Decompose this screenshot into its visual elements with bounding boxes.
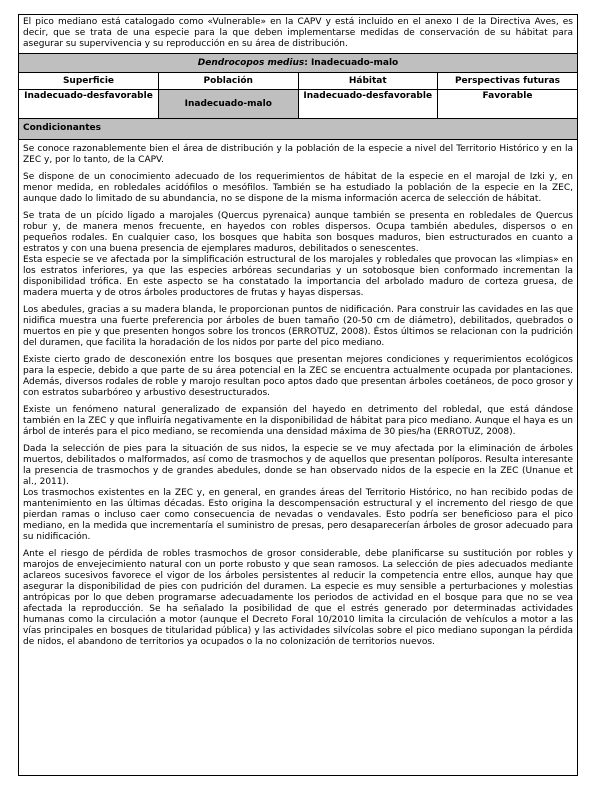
paragraph: Se conoce razonablemente bien el área de distribución y la población de la especie a nivel del Territorio Histórico y en la ZEC y, por lo tanto, de la CAPV. [23, 144, 573, 165]
header-superficie: Superficie [19, 73, 159, 90]
paragraph: Ante el riesgo de pérdida de robles trasmochos de grosor considerable, debe planificarse su sustitución por robles y marojos de envejecimiento natural con un porte robusto y que sean ramosos. La selección de pies adecuados mediante aclareos sucesivos favorece el vigor de los árboles persistentes al reducir la competencia entre ellos, aunque hay que asegurar la disponibilidad de pies con pudrición del duramen. La especie es muy sensible a perturbaciones y molestias antrópicas por lo que deben programarse adecuadamente los periodos de actividad en el bosque para que no se vea afectada la reproducción. Se ha señalado la posibilidad de que el estrés generado por determinadas actividades humanas como la circulación a motor (aunque el Decreto Foral 10/2010 limita la circulación de vehículos a motor a las vías principales en bosques de titularidad pública) y las actividades silvícolas sobre el pico mediano supongan la pérdida de nidos, el abandono de territorios ya ocupados o la no colonización de territorios nuevos. [23, 549, 573, 647]
paragraph: Los trasmochos existentes en la ZEC y, en general, en grandes áreas del Territorio Histórico, no han recibido podas de mantenimiento en las últimas décadas. Esto origina la descompensación estructural y el incremento del riesgo de que pierdan ramas o incluso caer como consecuencia de nevadas o vendavales. Esto podría ser beneficioso para el pico mediano, en la medida que incrementaría el suministro de presas, pero desaparecerían árboles de grosor adecuado para su nidificación. [23, 488, 573, 542]
header-perspectivas: Perspectivas futuras [438, 73, 578, 90]
intro-paragraph: El pico mediano está catalogado como «Vulnerable» en la CAPV y está incluido en el anexo I de la Directiva Aves, es decir, que se trata de una especie para la que deben implementarse medidas de conservación de su hábitat para asegurar su supervivencia y su reproducción en su área de distribución. [19, 15, 577, 54]
overall-status: : Inadecuado-malo [304, 57, 399, 68]
header-habitat: Hábitat [298, 73, 438, 90]
value-habitat: Inadecuado-desfavorable [298, 90, 438, 119]
value-superficie: Inadecuado-desfavorable [19, 90, 159, 119]
species-name: Dendrocopos medius [197, 57, 305, 68]
paragraph: Existe un fenómeno natural generalizado de expansión del hayedo en detrimento del robledal, que está dándose también en la ZEC y que influiría negativamente en la disponibilidad de hábitat para pico mediano. Aunque el haya es un árbol de interés para el pico mediano, se recomienda una densidad máxima de 30 pies/ha (ERROTUZ, 2008). [23, 405, 573, 437]
condicionantes-body [19, 140, 577, 648]
conservation-status-table [19, 54, 577, 119]
value-perspectivas: Favorable [438, 90, 578, 119]
document-frame [18, 14, 578, 776]
status-title [19, 54, 577, 73]
header-poblacion: Población [159, 73, 299, 90]
paragraph: Esta especie se ve afectada por la simplificación estructural de los marojales y robledales que provocan las «limpias» en los estratos inferiores, ya que las especies arbóreas secundarias y un sotobosque bien conformado incrementan la disponibilidad trófica. En este aspecto se ha constatado la importancia del arbolado maduro de corteza gruesa, de madera muerta y de otros árboles productores de frutas y hayas dispersas. [23, 255, 573, 298]
paragraph: Los abedules, gracias a su madera blanda, le proporcionan puntos de nidificación. Para construir las cavidades en las que nidifica muestra una fuerte preferencia por árboles de buen tamaño (20-50 cm de diámetro), debilitados, quebrados o muertos en pie y que presenten hongos sobre los troncos (ERROTUZ, 2008). Éstos últimos se relacionan con la pudrición del duramen, que facilita la horadación de los nidos por parte del pico mediano. [23, 305, 573, 348]
paragraph: Dada la selección de pies para la situación de sus nidos, la especie se ve muy afectada por la eliminación de árboles muertos, debilitados o malformados, así como de trasmochos y de aquellos que presentan políporos. Resulta interesante la presencia de trasmochos y de grandes abedules, donde se han observado nidos de la especie en la ZEC (Unanue et al., 2011). [23, 444, 573, 487]
paragraph: Se trata de un pícido ligado a marojales (Quercus pyrenaica) aunque también se presenta en robledales de Quercus robur y, de manera menos frecuente, en hayedos con robles dispersos. Ocupa también abedules, dispersos o en pequeños rodales. En cualquier caso, los bosques que habita son bosques maduros, bien estructurados en cuanto a estratos y con una buena presencia de ejemplares maduros, debilitados o senescentes. [23, 211, 573, 254]
paragraph: Existe cierto grado de desconexión entre los bosques que presentan mejores condiciones y requerimientos ecológicos para la especie, debido a que parte de su área potencial en la ZEC se encuentra actualmente ocupada por plantaciones. Además, diversos rodales de roble y marojo resultan poco aptos dado que presentan árboles coetáneos, de poco grosor y con estratos subarbóreo y arbustivo desestructurados. [23, 355, 573, 398]
value-poblacion: Inadecuado-malo [159, 90, 299, 119]
paragraph: Se dispone de un conocimiento adecuado de los requerimientos de hábitat de la especie en el marojal de Izki y, en menor medida, en robledales acidófilos o mesófilos. También se ha estudiado la población de la especie en la ZEC, aunque dado lo limitado de su abundancia, no se dispone de la misma información acerca de selección de hábitat. [23, 172, 573, 204]
condicionantes-heading: Condicionantes [19, 119, 577, 140]
